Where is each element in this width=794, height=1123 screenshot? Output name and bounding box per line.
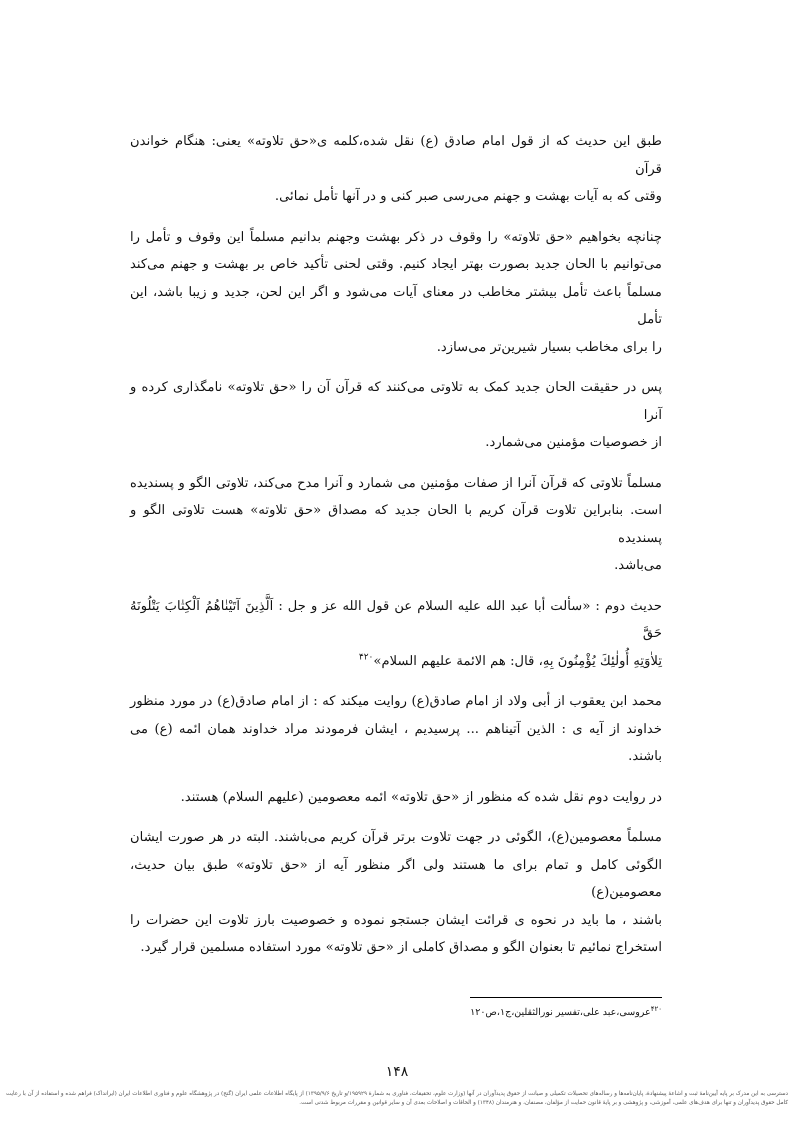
paragraph-line: از خصوصیات مؤمنین می‌شمارد. bbox=[485, 435, 662, 450]
paragraph-6 bbox=[130, 688, 662, 771]
paragraph-line bbox=[130, 648, 662, 676]
paragraph-line: حدیث دوم : «سألت أبا عبد الله علیه السلام عن قول الله عز و جل : اَلَّذِينَ آتَيْنٰاهُمُ اَلْكِتٰابَ يَتْلُونَهُ حَقَّ bbox=[130, 598, 662, 641]
paragraph-1 bbox=[130, 128, 662, 211]
footnote-reference[interactable]: ۴۲۰ bbox=[358, 652, 374, 663]
footnote-divider bbox=[470, 997, 662, 998]
hadith-line-text: تِلاٰوَتِهِ أُولٰئِكَ يُؤْمِنُونَ بِهِ، قال: هم الائمة علیهم السلام» bbox=[373, 653, 662, 669]
paragraph-4 bbox=[130, 470, 662, 580]
footnote bbox=[380, 1006, 662, 1020]
repository-disclaimer: دسترسی به این مدرک بر پایه آیین‌نامهٔ ثبت و اشاعهٔ پیشنهادهٔ، پایان‌نامه‌ها و رساله‌های تحصیلات تکمیلی و صیانت از حقوق پدیدآوران در آنها (وزارت علوم، تحقیقات، فناوری به شمارهٔ ۱۹۵۹۲۹/و تاریخ ۱۳۹۵/۹/۶) از پایگاه اطلاعات علمی ایران (گنج) در پژوهشگاه علوم و فناوری اطلاعات ایران (ایرانداک) فراهم شده و استفاده از آن با رعایت کامل حقوق پدیدآوران و تنها برای هدف‌های علمی، آموزشی، و پژوهشی و بر پایهٔ قانون حمایت از مؤلفان، مصنفان، و هنرمندان (۱۳۴۸) و الحاقات و اصلاحات بعدی آن و سایر قوانین و مقررات مربوط شدنی است. bbox=[6, 1091, 788, 1106]
paragraph-line: است. بنابراین تلاوت قرآن کریم با الحان جدید که مصداق «حق تلاوته» هست تلاوتی الگو و پسندیده bbox=[130, 503, 662, 546]
paragraph-8 bbox=[130, 824, 662, 962]
footnote-number: ۴۲۰ bbox=[650, 1004, 662, 1013]
paragraph-line: محمد ابن یعقوب از أبی ولاد از امام صادق(ع) روایت میکند که : از امام صادق(ع) در مورد منظور bbox=[130, 694, 662, 709]
paragraph-3 bbox=[130, 374, 662, 457]
paragraph-line: استخراج نمائیم تا بعنوان الگو و مصداق کاملی از «حق تلاوته» مورد استفاده مسلمین قرار گیرد. bbox=[140, 940, 662, 955]
paragraph-line: الگوئی کامل و تمام برای ما هستند ولی اگر منظور آیه از «حق تلاوته» طبق بیان حدیث، معصومین(ع) bbox=[130, 857, 662, 900]
paragraph-line: چنانچه بخواهیم «حق تلاوته» را وقوف در ذکر بهشت وجهنم بدانیم مسلماً این وقوف و تأمل را bbox=[130, 229, 662, 245]
paragraph-line: وقتی که به آیات بهشت و جهنم می‌رسی صبر کنی و در آنها تأمل نمائی. bbox=[274, 189, 662, 204]
paragraph-line: در روایت دوم نقل شده که منظور از «حق تلاوته» ائمه معصومین (علیهم السلام) هستند. bbox=[180, 789, 662, 805]
paragraph-line: مسلماً باعث تأمل بیشتر مخاطب در معنای آیات می‌شود و اگر این لحن، جدید و زیبا باشد، این تأمل bbox=[130, 284, 662, 327]
paragraph-line: می‌باشد. bbox=[614, 558, 662, 573]
paragraph-line: طبق این حدیث که از قول امام صادق (ع) نقل شده،کلمه ی«حق تلاوته» یعنی: هنگام خواندن قرآن bbox=[130, 134, 662, 177]
paragraph-line: را برای مخاطب بسیار شیرین‌تر می‌سازد. bbox=[436, 339, 662, 355]
paragraph-line: مسلماً معصومین(ع)، الگوئی در جهت تلاوت برتر قرآن کریم می‌باشند. البته در هر صورت ایشان bbox=[130, 830, 662, 845]
paragraph-line: می‌توانیم با الحان جدید بصورت بهتر ایجاد کنیم. وقتی لحنی تأکید خاص بر بهشت و جهنم می‌کند bbox=[130, 257, 662, 272]
paragraph-2 bbox=[130, 224, 662, 362]
hadith-paragraph bbox=[130, 593, 662, 676]
paragraph-line: مسلماً تلاوتی که قرآن آنرا از صفات مؤمنین می شمارد و آنرا مدح می‌کند، تلاوتی الگو و پسندیده bbox=[130, 475, 662, 491]
footnote-text: عروسی،عبد علی،تفسیر نورالثقلین،ج۱،ص۱۲۰ bbox=[470, 1007, 651, 1018]
paragraph-line: پس در حقیقت الحان جدید کمک به تلاوتی می‌کنند که قرآن آن را «حق تلاوته» نامگذاری کرده و آنرا bbox=[130, 380, 662, 423]
paragraph-line: خداوند از آیه ی : الذین آتیناهم ... پرسیدیم ، ایشان فرمودند مراد خداوند همان ائمه (ع) می باشند. bbox=[130, 721, 662, 764]
document-body bbox=[130, 128, 662, 975]
page-number: ۱۴۸ bbox=[385, 1064, 409, 1080]
paragraph-line: باشند ، ما باید در نحوه ی قرائت ایشان جستجو نموده و خصوصیت بارز تلاوت این حضرات را bbox=[130, 912, 662, 928]
paragraph-7 bbox=[130, 784, 662, 812]
